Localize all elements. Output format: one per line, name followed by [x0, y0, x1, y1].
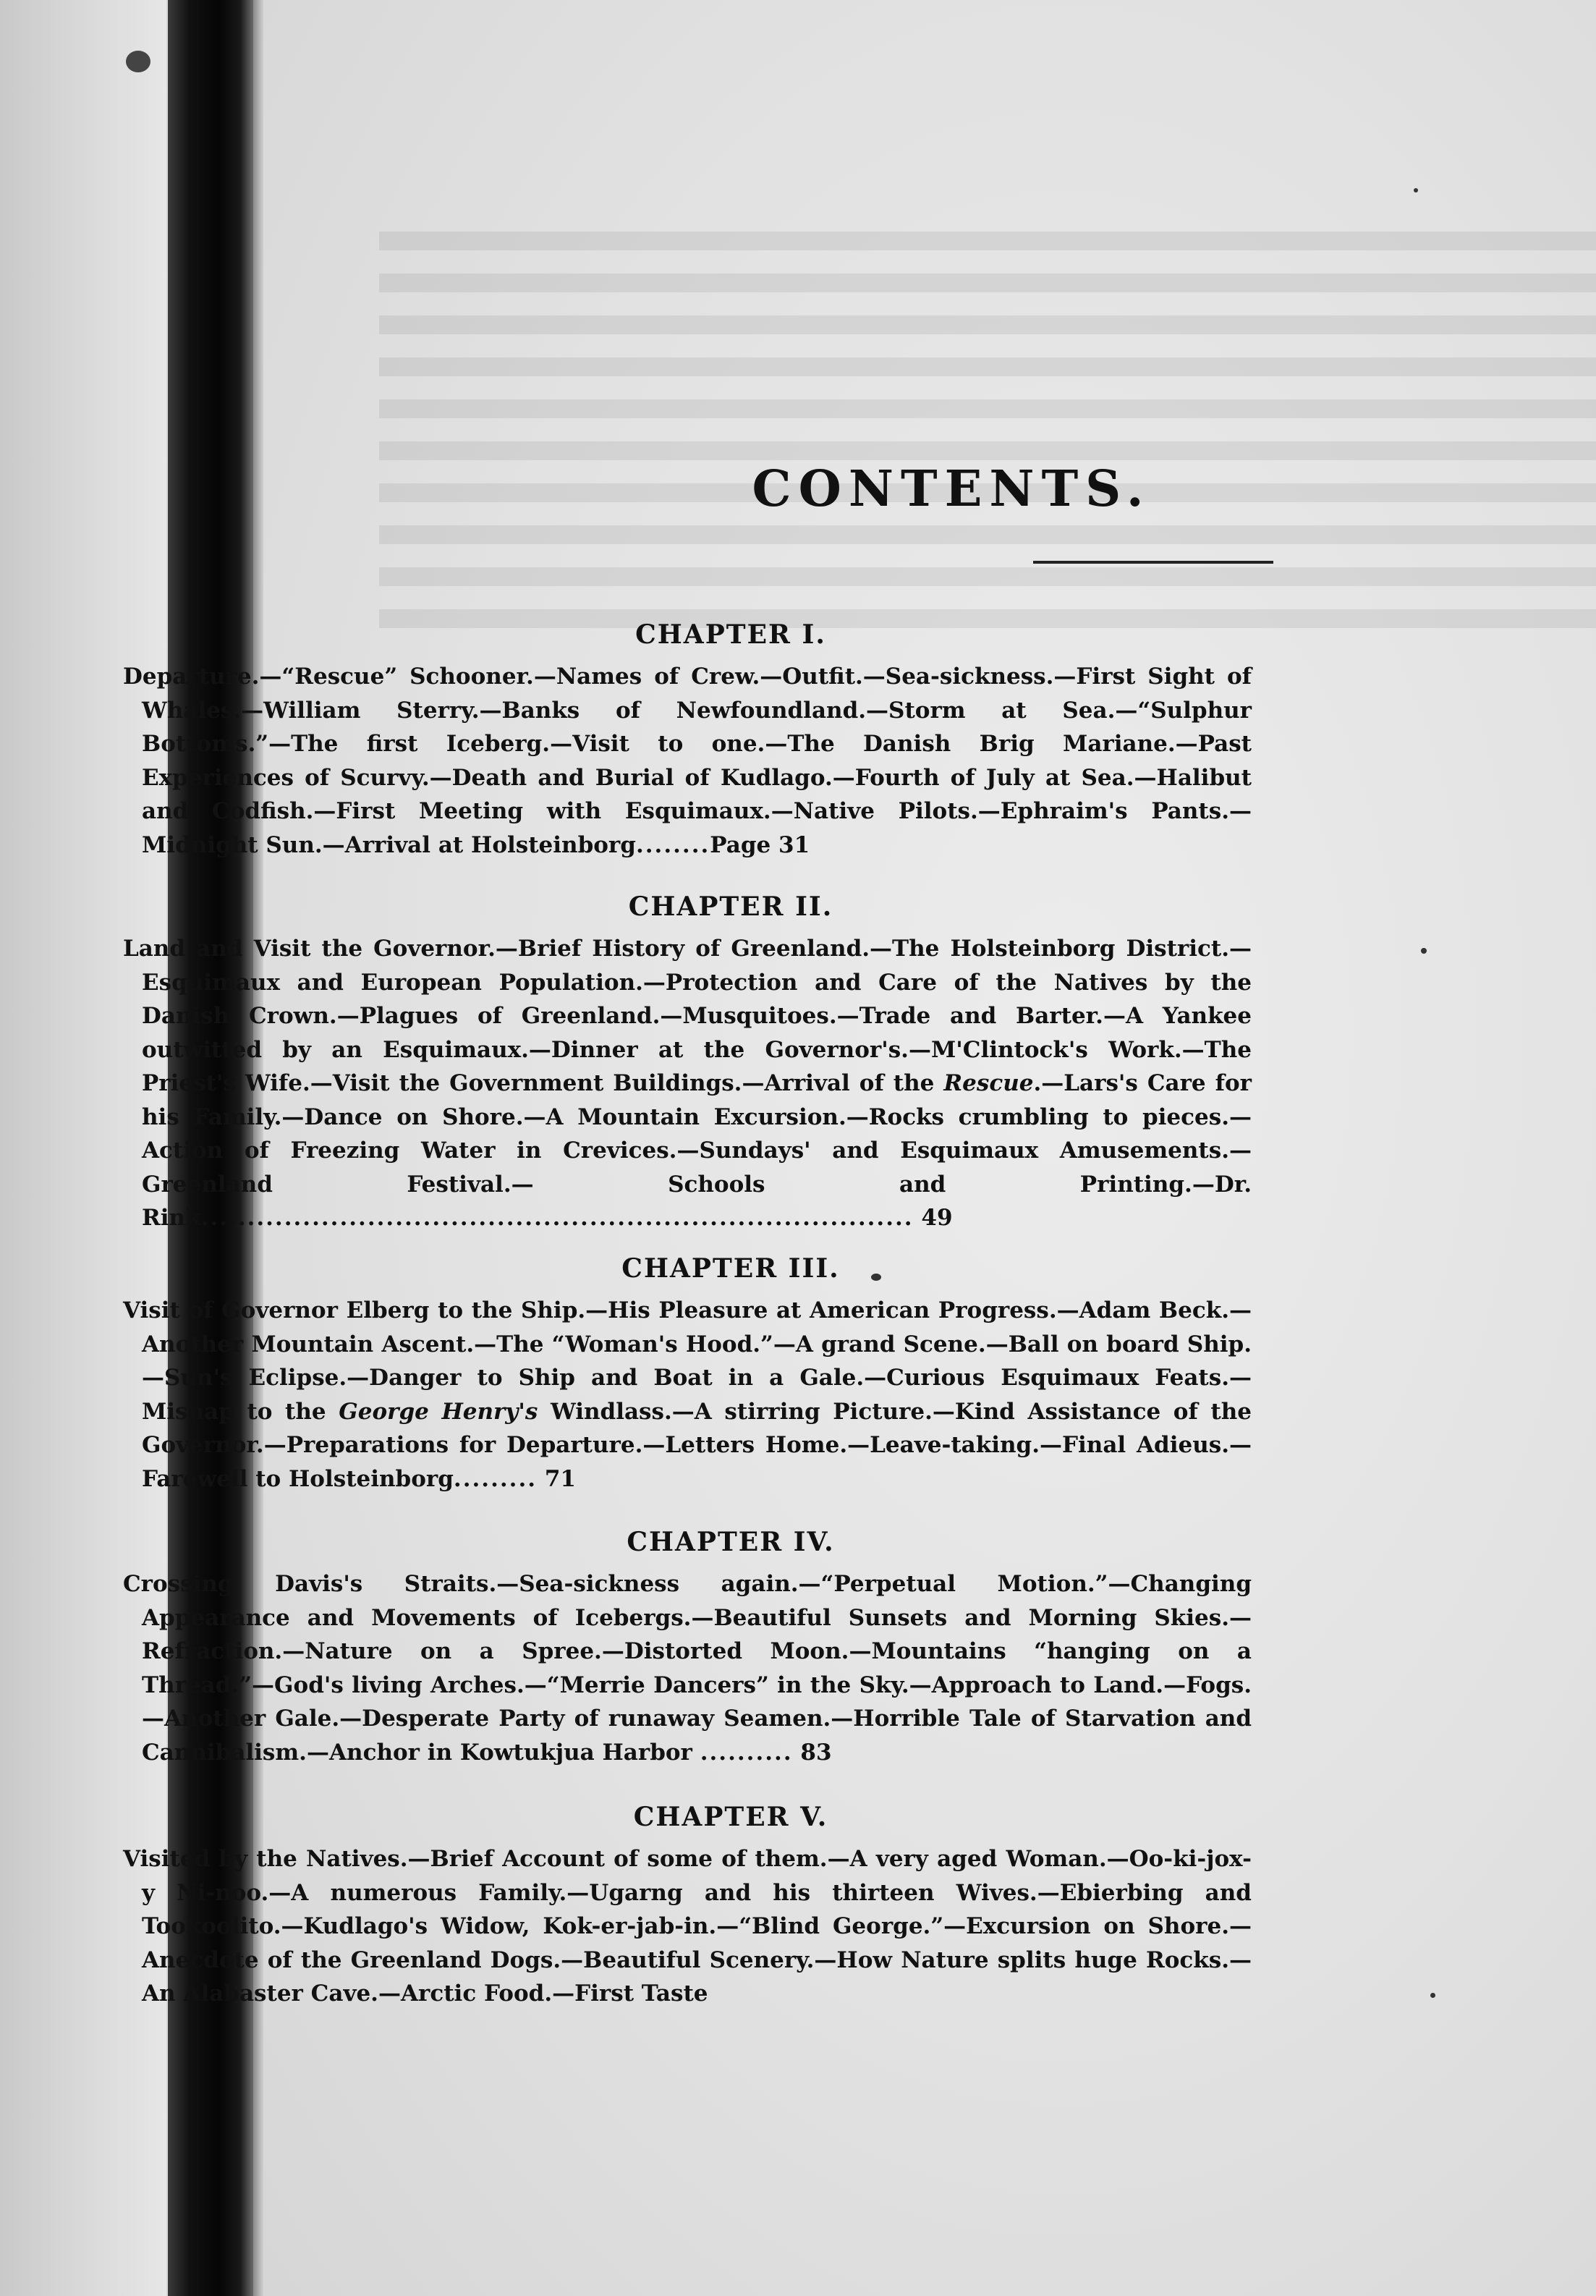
page-number: 49	[921, 1205, 953, 1231]
chapter-entry-1	[123, 619, 1252, 862]
summary-text: .—Lars's Care for his Family.—Dance on Shore.—A Mountain Excursion.—Rocks crumbling to pieces.—Action of Freezing Water in Crevices.—Sundays' and Esquimaux Amusements.— Greenland Festival.— Schools and Printing.—Dr. Rink	[142, 1070, 1252, 1231]
dot-leader: .........	[453, 1465, 538, 1492]
chapter-heading: CHAPTER I.	[635, 619, 826, 650]
ship-name: Rescue	[943, 1070, 1034, 1096]
ink-speck	[1414, 188, 1418, 192]
chapter-heading: CHAPTER III.	[621, 1253, 840, 1284]
ship-name: George Henry's	[339, 1398, 538, 1425]
chapter-entry-4	[123, 1527, 1252, 1769]
ink-speck	[126, 51, 150, 72]
chapter-summary	[123, 1294, 1252, 1496]
dot-leader: ..........	[700, 1739, 793, 1766]
chapter-entry-3	[123, 1253, 1252, 1496]
page-title: CONTENTS.	[752, 460, 1151, 518]
show-through-text	[379, 232, 1596, 637]
page-number: 83	[800, 1739, 832, 1766]
summary-text: Visit of Governor Elberg to the Ship.—His Pleasure at American Progress.—Adam Beck.—Another Mountain Ascent.—The “Woman's Hood.”—A grand Scene.—Ball on board Ship.—Sun's Eclipse.—Danger to Ship and Boat in a Gale.—Curious Esquimaux Feats.—Mishap to the	[123, 1297, 1252, 1425]
dot-leader: ........	[635, 831, 710, 858]
summary-text: Windlass.—A stirring Picture.—Kind Assistance of the Governor.—Preparations for Departure.—Letters Home.—Leave-taking.—Final Adieus.—Farewell to Holsteinborg	[142, 1398, 1252, 1492]
summary-text: Visited by the Natives.—Brief Account of some of them.—A very aged Woman.—Oo-ki-jox-y Ni-noo.—A numerous Family.—Ugarng and his thirteen Wives.—Ebierbing and Tookoolito.—Kudlago's Widow, Kok-er-jab-in.—“Blind George.”—Excursion on Shore.—Anecdote of the Greenland Dogs.—Beautiful Scenery.—How Nature splits huge Rocks.—An Alabaster Cave.—Arctic Food.—First Taste	[123, 1846, 1252, 2007]
chapter-summary	[123, 1567, 1252, 1769]
ink-speck	[1421, 948, 1427, 954]
chapter-heading: CHAPTER IV.	[627, 1527, 835, 1557]
summary-text: Crossing Davis's Straits.—Sea-sickness again.—“Perpetual Motion.”—Changing Appearance and Movements of Icebergs.—Beautiful Sunsets and Morning Skies.—Refraction.—Nature on a Spree.—Distorted Moon.—Mountains “hanging on a Thread.”—God's living Arches.—“Merrie Dancers” in the Sky.—Approach to Land.—Fogs.—Another Gale.—Desperate Party of runaway Seamen.—Horrible Tale of Starvation and Cannibalism.—Anchor in Kowtukjua Harbor	[123, 1571, 1252, 1766]
chapter-summary	[123, 1842, 1252, 2011]
title-rule	[1033, 561, 1273, 564]
dot-leader: .............................................................................	[200, 1205, 914, 1231]
summary-text: Land and Visit the Governor.—Brief History of Greenland.—The Holsteinborg District.—Esquimaux and European Population.—Protection and Care of the Natives by the Danish Crown.—Plagues of Greenland.—Musquitoes.—Trade and Barter.—A Yankee outwitted by an Esquimaux.—Dinner at the Governor's.—M'Clintock's Work.—The Priest's Wife.—Visit the Government Buildings.—Arrival of the	[123, 936, 1252, 1096]
summary-text: Departure.—“Rescue” Schooner.—Names of Crew.—Outfit.—Sea-sickness.—First Sight of Whales.—William Sterry.—Banks of Newfoundland.—Storm at Sea.—“Sulphur Bottoms.”—The first Iceberg.—Visit to one.—The Danish Brig Mariane.—Past Experiences of Scurvy.—Death and Burial of Kudlago.—Fourth of July at Sea.—Halibut and Codfish.—First Meeting with Esquimaux.—Native Pilots.—Ephraim's Pants.—Midnight Sun.—Arrival at Holsteinborg	[123, 664, 1252, 858]
chapter-summary	[123, 932, 1252, 1235]
chapter-heading: CHAPTER II.	[628, 891, 833, 922]
chapter-summary	[123, 660, 1252, 862]
chapter-entry-5	[123, 1802, 1252, 2011]
page-number: 71	[544, 1465, 576, 1492]
chapter-entry-2	[123, 891, 1252, 1235]
chapter-heading: CHAPTER V.	[633, 1802, 828, 1832]
page-number: Page 31	[710, 831, 810, 858]
ink-speck	[1430, 1993, 1435, 1998]
